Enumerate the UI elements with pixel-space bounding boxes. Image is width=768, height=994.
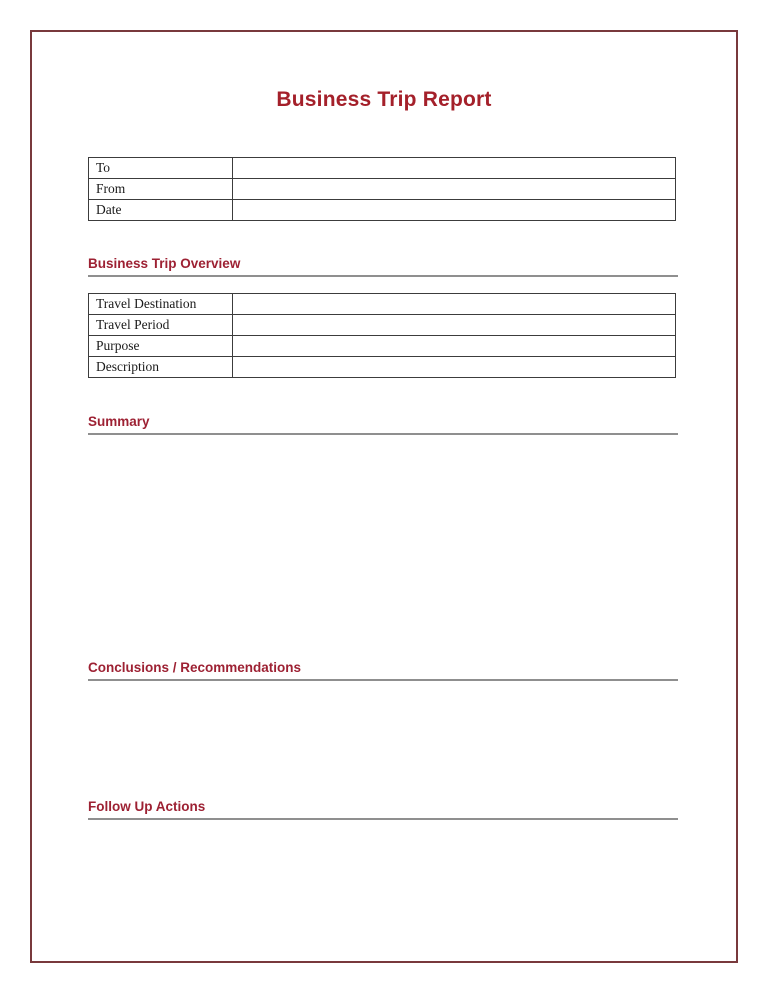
travel-destination-field[interactable]: [233, 294, 676, 315]
summary-content-area[interactable]: [88, 436, 678, 656]
travel-period-field[interactable]: [233, 315, 676, 336]
table-row: [89, 294, 676, 315]
page-title: Business Trip Report: [276, 88, 492, 111]
overview-table: [88, 293, 676, 378]
row-label-date: Date: [89, 200, 233, 221]
table-row: [89, 200, 676, 221]
purpose-field[interactable]: [233, 336, 676, 357]
description-field[interactable]: [233, 357, 676, 378]
from-field[interactable]: [233, 179, 676, 200]
table-row: [89, 336, 676, 357]
section-heading-summary: Summary: [88, 415, 678, 435]
row-label-description: Description: [89, 357, 233, 378]
row-label-travel-period: Travel Period: [89, 315, 233, 336]
row-label-to: To: [89, 158, 233, 179]
conclusions-content-area[interactable]: [88, 682, 678, 795]
section-heading-business-trip-overview: Business Trip Overview: [88, 257, 678, 277]
recipient-table: [88, 157, 676, 221]
row-label-purpose: Purpose: [89, 336, 233, 357]
section-heading-conclusions-recommendations: Conclusions / Recommendations: [88, 661, 678, 681]
to-field[interactable]: [233, 158, 676, 179]
row-label-from: From: [89, 179, 233, 200]
table-row: [89, 357, 676, 378]
section-heading-follow-up-actions: Follow Up Actions: [88, 800, 678, 820]
table-row: [89, 179, 676, 200]
follow-up-content-area[interactable]: [88, 821, 678, 959]
date-field[interactable]: [233, 200, 676, 221]
row-label-travel-destination: Travel Destination: [89, 294, 233, 315]
table-row: [89, 315, 676, 336]
table-row: [89, 158, 676, 179]
